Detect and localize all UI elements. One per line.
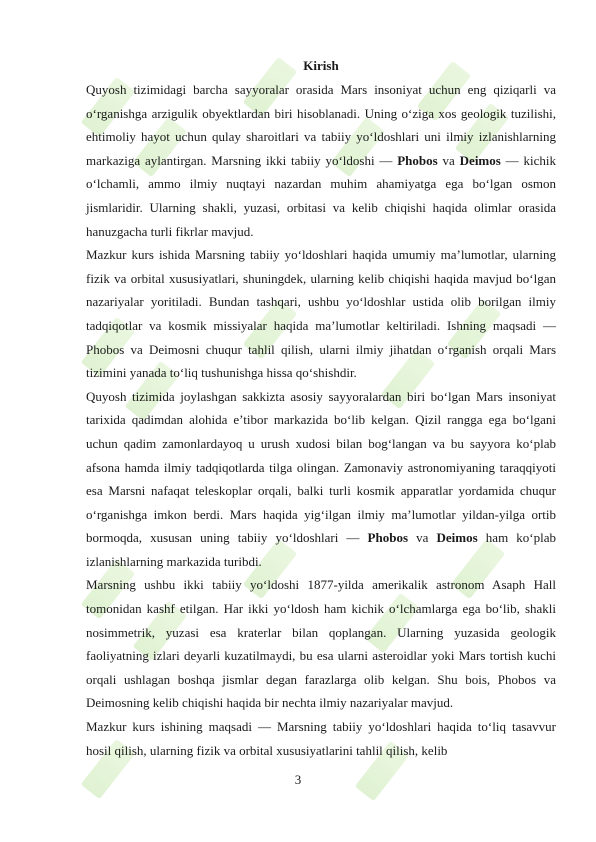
paragraph-discovery: Marsning ushbu ikki tabiiy yo‘ldoshi 1877-yilda amerikalik astronom Asaph Hall tomonidan kashf etilgan. Har ikki yo‘ldosh ham kichik o‘lchamlarga ega bo‘lib, shakli nosimmetrik, yuzasi esa kraterlar bilan qoplangan. Ularning yuzasida geologik faoliyatning izlari deyarli kuzatilmaydi, bu esa ularni asteroidlar yoki Mars tortish kuchi orqali ushlagan boshqa jismlar degan farazlarga olib kelgan. Shu bois, Phobos va Deimosning kelib chiqishi haqida bir nechta ilmiy nazariyalar mavjud. bbox=[86, 577, 556, 711]
paragraph-goal: Mazkur kurs ishining maqsadi — Marsning tabiiy yo‘ldoshlari haqida to‘liq tasavvur hosil qilish, ularning fizik va orbital xususiyatlarini tahlil qilish, kelib bbox=[86, 719, 556, 758]
paragraph-history: Quyosh tizimida joylashgan sakkizta asosiy sayyoralardan biri bo‘lgan Mars insoniyat tarixida qadimdan alohida e’tibor markazida bo‘lib kelgan. Qizil rangga ega bo‘lgani uchun qadim zamonlardayoq u urush xudosi bilan bog‘langan va bu sayyora ko‘plab afsona hamda ilmiy tadqiqotlarda tilga olingan. Zamonaviy astronomiyaning taraqqiyoti esa Marsni nafaqat teleskoplar orqali, balki turli kosmik apparatlar yordamida chuqur o‘rganishga imkon berdi. Mars haqida yig‘ilgan ilmiy ma’lumotlar yildan-yilga ortib bormoqda, xususan uning tabiiy yo‘ldoshlari — Phobos va Deimos ham ko‘plab izlanishlarning markazida turibdi. bbox=[86, 388, 556, 569]
deimos-term: Deimos bbox=[436, 530, 478, 546]
document-body bbox=[86, 56, 556, 762]
phobos-term: Phobos bbox=[367, 530, 409, 546]
paragraph-scope: Mazkur kurs ishida Marsning tabiiy yo‘ldoshlari haqida umumiy ma’lumotlar, ularning fizik va orbital xususiyatlari, shuningdek, ularning kelib chiqishi haqida mavjud bo‘lgan nazariyalar yoritiladi. Bundan tashqari, ushbu yo‘ldoshlar ustida olib borilgan ilmiy tadqiqotlar va kosmik missiyalar haqida ma’lumotlar keltiriladi. Ishning maqsadi — Phobos va Deimosni chuqur tahlil qilish, ularni ilmiy jihatdan o‘rganish orqali Mars tizimini yanada to‘liq tushunishga hissa qo‘shishdir. bbox=[86, 247, 556, 381]
paragraph-intro: Quyosh tizimidagi barcha sayyoralar orasida Mars insoniyat uchun eng qiziqarli va o‘rganishga arzigulik obyektlardan biri hisoblanadi. Uning o‘ziga xos geologik tuzilishi, ehtimoliy hayot uchun qulay sharoitlari va tabiiy yo‘ldoshlari uni ilmiy izlanishlarning markaziga aylantirgan. Marsning ikki tabiiy yo‘ldoshi — Phobos va Deimos — kichik o‘lchamli, ammo ilmiy nuqtayi nazardan muhim ahamiyatga ega bo‘lgan osmon jismlaridir. Ularning shakli, yuzasi, orbitasi va kelib chiqishi haqida olimlar orasida hanuzgacha turli fikrlar mavjud. bbox=[86, 82, 556, 239]
page-title: Kirish bbox=[303, 58, 339, 73]
phobos-term: Phobos bbox=[397, 152, 438, 168]
deimos-term: Deimos bbox=[459, 152, 501, 168]
page-number: 3 bbox=[294, 772, 302, 787]
